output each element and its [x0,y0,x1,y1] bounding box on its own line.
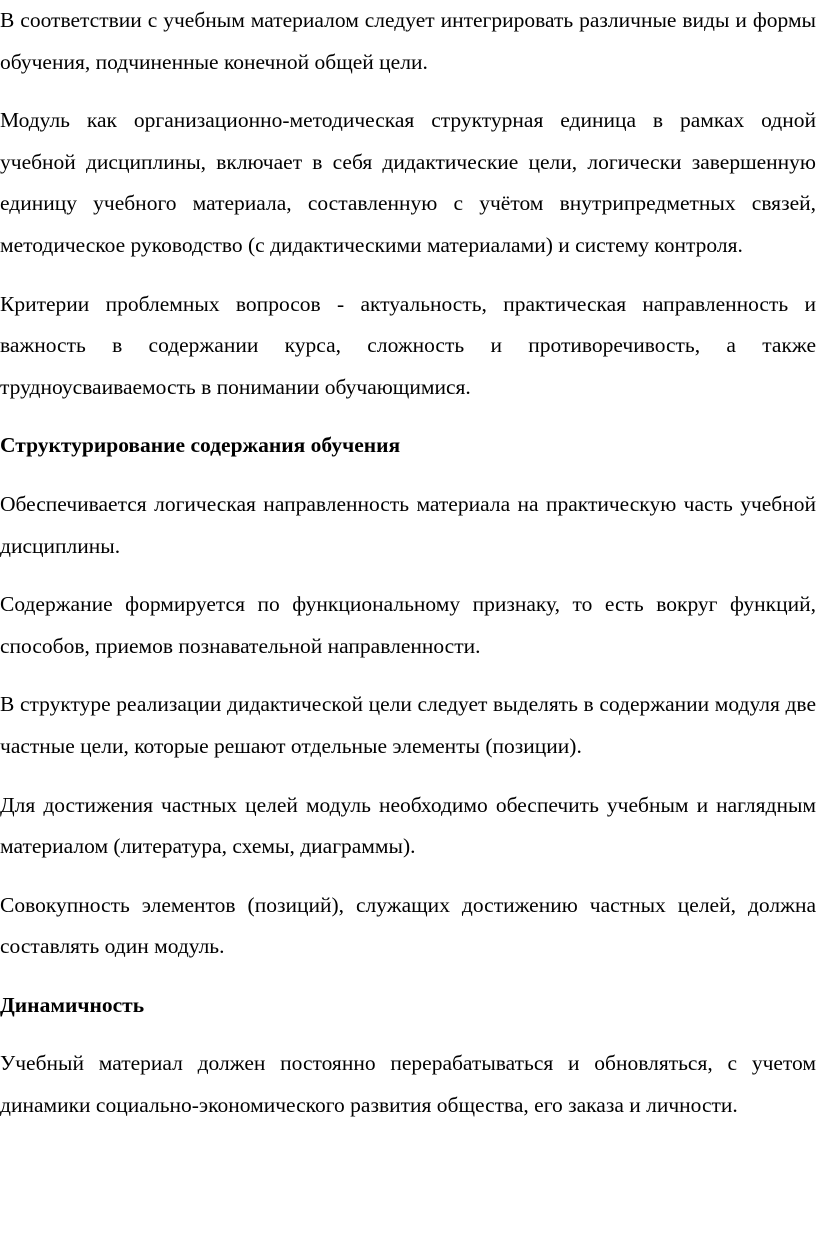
paragraph-didactic-goal-structure: В структуре реализации дидактической цели следует выделять в содержании модуля две частные цели, которые решают отдельные элементы (позиции). [0,692,816,758]
paragraph-integration: В соответствии с учебным материалом следует интегрировать различные виды и формы обучения, подчиненные конечной общей цели. [0,8,816,74]
paragraph-problem-criteria: Критерии проблемных вопросов - актуальность, практическая направленность и важность в содержании курса, сложность и противоречивость, а также трудноусваиваемость в понимании обучающимися. [0,291,816,399]
heading-dynamism: Динамичность [0,992,145,1017]
paragraph-functional-basis: Содержание формируется по функциональному признаку, то есть вокруг функций, способов, приемов познавательной направленности. [0,592,816,658]
paragraph-module-definition: Модуль как организационно-методическая структурная единица в рамках одной учебной дисциплины, включает в себя дидактические цели, логически завершенную единицу учебного материала, составленную с учётом внутрипредметных связей, методическое руководство (с дидактическими материалами) и систему контроля. [0,108,816,257]
paragraph-logical-direction: Обеспечивается логическая направленность материала на практическую часть учебной дисциплины. [0,491,816,558]
paragraph-partial-goals: Для достижения частных целей модуль необходимо обеспечить учебным и наглядным материалом (литература, схемы, диаграммы). [0,792,816,859]
heading-content-structuring: Структурирование содержания обучения [0,433,401,458]
paragraph-material-updating: Учебный материал должен постоянно перерабатываться и обновляться, с учетом динамики социально-экономического развития общества, его заказа и личности. [0,1051,816,1118]
paragraph-elements-module: Совокупность элементов (позиций), служащих достижению частных целей, должна составлять один модуль. [0,892,816,959]
